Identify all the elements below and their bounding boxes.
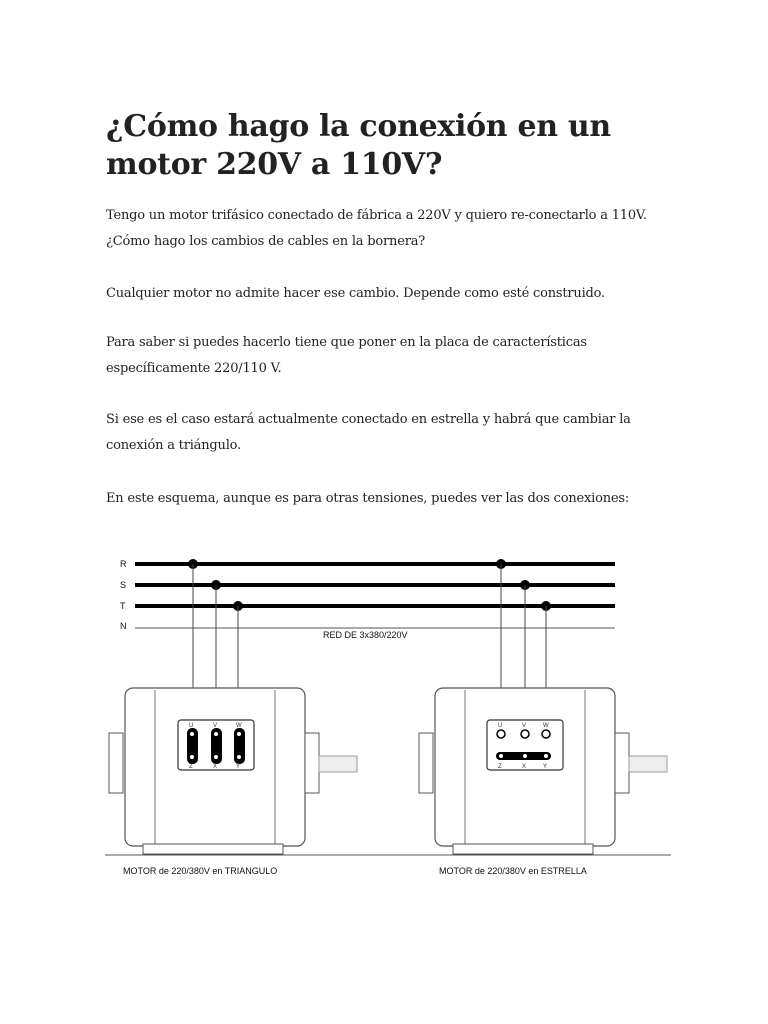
terminal-u-right: U [498,723,503,729]
terminal-x-left: X [213,764,218,770]
network-label: RED DE 3x380/220V [323,630,408,640]
paragraph-question: Tengo un motor trifásico conectado de fábrica a 220V y quiero re-conectarlo a 110V. ¿Cómo hago los cambios de cables en la bornera? [106,208,647,249]
terminal-w-right: W [543,723,549,729]
line-label-r: R [120,559,127,569]
article-title: ¿Cómo hago la conexión en un motor 220V a 110V? [106,109,611,182]
terminal-v-left: V [213,723,218,729]
line-label-n: N [120,621,127,631]
terminal-v-right: V [522,723,527,729]
paragraph-nameplate: Para saber si puedes hacerlo tiene que poner en la placa de características específicamente 220/110 V. [106,335,587,376]
terminal-w-left: W [236,723,242,729]
motor-left-caption: MOTOR de 220/380V en TRIANGULO [123,866,278,876]
terminal-u-left: U [189,723,194,729]
terminal-z-left: Z [189,764,193,770]
paragraph-answer-intro: Cualquier motor no admite hacer ese cambio. Depende como esté construido. [106,286,605,301]
wiring-diagram [105,548,675,888]
motor-star [419,559,667,854]
terminal-x-right: X [522,764,527,770]
terminal-y-right: Y [543,764,548,770]
paragraph-diagram-intro: En este esquema, aunque es para otras tensiones, puedes ver las dos conexiones: [106,491,630,506]
line-label-s: S [120,580,127,590]
paragraph-star-to-delta: Si ese es el caso estará actualmente conectado en estrella y habrá que cambiar la conexión a triángulo. [106,412,631,453]
motor-delta [109,559,357,854]
motor-right-caption: MOTOR de 220/380V en ESTRELLA [439,866,587,876]
line-label-t: T [120,601,126,611]
terminal-z-right: Z [498,764,502,770]
terminal-y-left: Y [236,764,241,770]
